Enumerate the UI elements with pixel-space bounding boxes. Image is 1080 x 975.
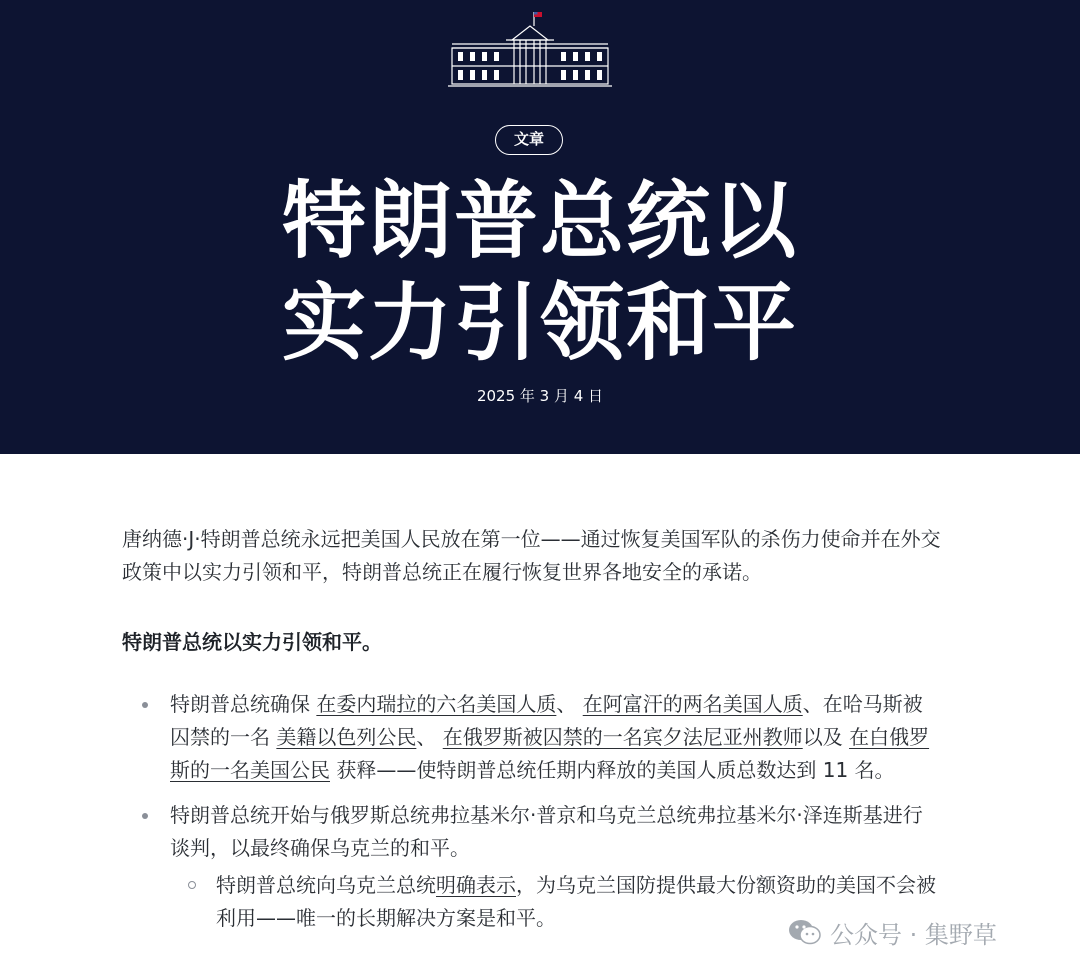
wechat-watermark: [788, 912, 997, 952]
article-tag[interactable]: 文章: [495, 125, 563, 155]
text-run: 、在哈马斯被囚禁的一名: [170, 692, 923, 749]
list-item: [122, 688, 942, 787]
text-run: ，为乌克兰国防提供最大份额资助的美国不会被利用——唯一的长期解决方案是和平。: [216, 873, 936, 930]
page-title-line1: 特朗普总统以: [281, 171, 798, 270]
text-run: 特朗普总统向乌克兰总统: [216, 873, 436, 897]
link-belarus-citizen[interactable]: 在白俄罗斯的一名美国公民: [170, 725, 930, 782]
hero-banner: [0, 0, 1080, 454]
bullet-list: [122, 688, 942, 947]
text-run: 、: [556, 692, 583, 716]
publish-date: 2025 年 3 月 4 日: [476, 387, 604, 405]
wechat-icon: [788, 918, 822, 946]
link-venezuela-hostages[interactable]: 在委内瑞拉的六名美国人质: [316, 692, 557, 716]
section-heading: 特朗普总统以实力引领和平。: [122, 630, 382, 654]
intro-paragraph: 唐纳德·J·特朗普总统永远把美国人民放在第一位——通过恢复美国军队的杀伤力使命并在外交政策中以实力引领和平，特朗普总统正在履行恢复世界各地安全的承诺。: [122, 527, 941, 584]
text-run: 、: [416, 725, 443, 749]
text-run: 获释——使特朗普总统任期内释放的美国人质总数达到 11 名。: [330, 758, 895, 782]
text-run: 特朗普总统开始与俄罗斯总统弗拉基米尔·普京和乌克兰总统弗拉基米尔·泽连斯基进行谈判，以最终确保乌克兰的和平。: [170, 803, 923, 860]
article-body: [122, 523, 942, 930]
text-run: 以及: [802, 725, 850, 749]
text-run: 特朗普总统确保: [170, 692, 317, 716]
page-title-line2: 实力引领和平: [281, 273, 798, 372]
link-made-clear[interactable]: 明确表示: [436, 873, 516, 897]
link-pennsylvania-teacher[interactable]: 在俄罗斯被囚禁的一名宾夕法尼亚州教师: [442, 725, 803, 749]
link-israeli-american-citizen[interactable]: 美籍以色列公民: [276, 725, 417, 749]
white-house-logo: [446, 10, 614, 90]
watermark-text: 公众号 · 集野草: [830, 920, 997, 949]
link-afghanistan-hostages[interactable]: 在阿富汗的两名美国人质: [582, 692, 803, 716]
